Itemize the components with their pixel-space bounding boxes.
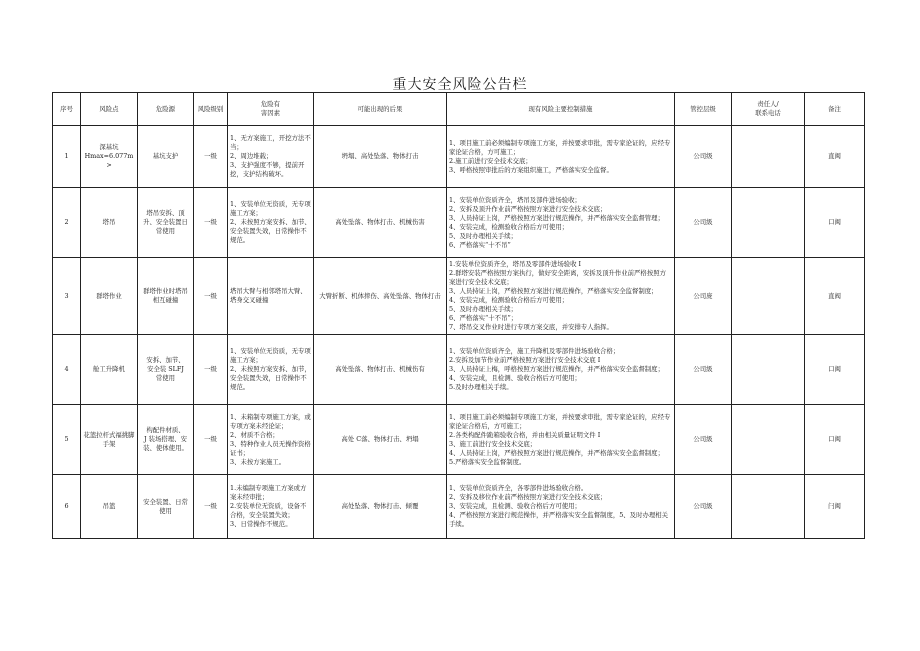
cell-factors xyxy=(228,405,314,475)
factors-line: 2、材质不合格； xyxy=(230,430,279,439)
measures-line: 1、项目施工前必须编制专项施工方案，并按要求审批，需专家论证的，应经专家论证合格，方可施工； xyxy=(449,138,671,156)
risk-point-line: Hmax=6.077m> xyxy=(84,152,134,169)
cell-factors xyxy=(228,475,314,539)
risk-point-line: 花篮拉杆式福挑脚手架 xyxy=(83,430,135,448)
cell-remark: 口闽 xyxy=(805,335,865,405)
cell-control-level: 公司級 xyxy=(675,188,732,258)
cell-consequence: 高处坠落、物体打击、倾覆 xyxy=(314,475,447,539)
cell-level: 一级 xyxy=(194,126,228,188)
cell-level: 一级 xyxy=(194,405,228,475)
cell-no: 4 xyxy=(53,335,81,405)
cell-responsible xyxy=(732,335,805,405)
factors-line: 3、日常操作不规范。 xyxy=(230,520,292,528)
cell-remark: 口闽 xyxy=(805,188,865,258)
measures-line: 3、施工前进行安全技术交底； xyxy=(449,439,537,448)
page-title: 重大安全风险公告栏 xyxy=(392,77,528,93)
measures-line: 4、人员持证上岗，严格按照方案进行规范操作，并严格落实安全监督制度； xyxy=(449,448,664,457)
measures-line: 5、及时办理相关手续； xyxy=(449,231,517,240)
header-responsible-line: 责任人/ xyxy=(757,100,779,108)
cell-measures xyxy=(447,258,675,335)
table-row xyxy=(53,126,865,188)
table-row xyxy=(53,258,865,335)
hazard-line: 群塔作业时塔吊相互碰撞 xyxy=(143,287,188,304)
cell-responsible xyxy=(732,258,805,335)
factors-line: 2、周边堆载； xyxy=(230,152,273,160)
cell-no: 5 xyxy=(53,405,81,475)
header-factors-line: 害因素 xyxy=(260,109,281,117)
cell-measures xyxy=(447,475,675,539)
cell-consequence: 高处坠落、物体打击、机械伤害 xyxy=(314,188,447,258)
risk-point-line: 深基坑 xyxy=(99,143,119,151)
measures-line: 2.施工前进行安全技术交底； xyxy=(449,156,532,165)
measures-line: 3、人员持证上岗，严格按照方案进行规范操作，严格落实安全监督制度； xyxy=(449,287,658,295)
cell-responsible xyxy=(732,126,805,188)
factors-line: 3、支护强度不够，提前开挖，支护结构破坏。 xyxy=(230,161,305,178)
hazard-line: J 装场搭理、安 xyxy=(144,435,187,443)
cell-remark: 闩闽 xyxy=(805,475,865,539)
header-level: 风险级别 xyxy=(194,93,228,126)
measures-line: 7、塔吊交叉作业时进行专项方案交底，并安排专人指挥。 xyxy=(449,323,613,331)
factors-line: 2.安装单位无资质，设备不合格，安全装置失效； xyxy=(230,502,307,519)
measures-line: 2.安拆及加节作业前严格按照方案进行安全技术交底 I xyxy=(449,356,601,364)
cell-control-level: 公司級 xyxy=(675,405,732,475)
measures-line: 1、项目施工前必须编制专项施工方案，并按要求审批，需专家论证的，应经专家论证合格后，方可施工； xyxy=(449,412,671,430)
cell-responsible xyxy=(732,405,805,475)
risk-point-line: 塔吊 xyxy=(102,218,116,226)
table-row xyxy=(53,188,865,258)
hazard-line: 安拆、加节、 xyxy=(146,356,185,364)
measures-line: 2.各类构配件跪箱验收合格，并由相关质量证明文件 I xyxy=(449,430,601,439)
measures-line: 3、人员持证上岗，严格按照方案进行规范操作，并严格落实安全监督管理； xyxy=(449,213,664,222)
measures-line: 1、安装单位资质齐全，塔吊及部件进场验收； xyxy=(449,195,581,204)
cell-measures xyxy=(447,335,675,405)
cell-risk-point xyxy=(81,126,138,188)
measures-line: 1.安装单位资质齐全，塔吊及零部件进场验收 I xyxy=(449,260,582,268)
cell-responsible xyxy=(732,475,805,539)
cell-no: 3 xyxy=(53,258,81,335)
hazard-line: 塔吊安拆、顶升、安全装置日常使用 xyxy=(143,209,188,235)
measures-line: 1、安装单位资质齐全，各零部件进场验收合格。 xyxy=(449,484,588,492)
header-factors xyxy=(228,93,314,126)
cell-control-level: 公司級 xyxy=(675,335,732,405)
cell-risk-point xyxy=(81,335,138,405)
factors-line: 1、安装单位无资质，无专项施工方案； xyxy=(230,200,311,217)
cell-hazard xyxy=(138,188,194,258)
measures-line: 6、严格落实“十不吊”； xyxy=(449,314,518,322)
header-responsible-line: 联系电话 xyxy=(755,109,781,117)
cell-consequence: 坍塌、高处坠落、物体打击 xyxy=(314,126,447,188)
factors-line: 2、未按照方案安拆、加节、安全装置失效，日常操作不规范。 xyxy=(230,218,311,244)
header-control-level: 管控层级 xyxy=(675,93,732,126)
measures-line: 4、严格按照方案进行规范操作，并严格落实安全监督制度，5、及时办理相关手续。 xyxy=(449,511,669,528)
factors-line: 1、未箱制专项施工方案，或专项方案未经论证； xyxy=(230,412,311,430)
cell-hazard xyxy=(138,405,194,475)
cell-measures xyxy=(447,405,675,475)
measures-line: 5、及时办理相关手续； xyxy=(449,305,517,313)
measures-line: 4、安装完成，检测验收合格后方可使用； xyxy=(449,296,569,304)
measures-line: 6、严格落实“十不吊” xyxy=(449,240,511,249)
measures-line: 3、安装完成，且检测、验收合格后方可使用； xyxy=(449,502,581,510)
cell-factors xyxy=(228,258,314,335)
cell-remark: 口闽 xyxy=(805,405,865,475)
measures-line: 3、人员持证上梅，呼格按照方案进行规范操作，并严格落实安全监督制度； xyxy=(449,365,664,373)
risk-table xyxy=(52,92,865,539)
factors-line: 3、特种作业人员无操作资格证书； xyxy=(230,439,311,457)
measures-line: 2、安拆及移位作业前严格按照方案进行安全技术交底； xyxy=(449,493,607,501)
cell-measures xyxy=(447,126,675,188)
cell-level: 一级 xyxy=(194,475,228,539)
cell-control-level: 公司庞 xyxy=(675,258,732,335)
cell-level: 一级 xyxy=(194,258,228,335)
header-measures: 现有风险主要控制措施 xyxy=(447,93,675,126)
risk-point-line: 群塔作业 xyxy=(96,291,122,300)
measures-line: 3、呼格按照审批后的方案组织施工，严格落实安全监督。 xyxy=(449,165,613,174)
factors-line: 塔吊大臂与相邻塔吊大臂、塔身交叉碰撞 xyxy=(230,287,307,304)
hazard-line: 安全装置、日常使用 xyxy=(143,497,188,515)
cell-control-level: 公司级 xyxy=(675,126,732,188)
cell-factors xyxy=(228,126,314,188)
measures-line: 5.及时办理相关手续。 xyxy=(449,383,513,391)
cell-remark: 直闽 xyxy=(805,126,865,188)
cell-hazard xyxy=(138,126,194,188)
factors-line: 2、未按照方案安拆、加节，安全装置失效，日常操作不规范。 xyxy=(230,365,311,391)
cell-responsible xyxy=(732,188,805,258)
header-risk-point: 风险点 xyxy=(81,93,138,126)
header-hazard: 危险源 xyxy=(138,93,194,126)
risk-table-body xyxy=(53,126,865,539)
cell-hazard xyxy=(138,475,194,539)
cell-risk-point xyxy=(81,258,138,335)
cell-risk-point xyxy=(81,405,138,475)
cell-consequence: 大臂折断、机体摔伤、高处坠落、物体打击 xyxy=(314,258,447,335)
factors-line: 1.未编制专项施工方案或方案未经审批； xyxy=(230,484,307,501)
factors-line: 1、安装单位无资质，无专项施工方案； xyxy=(230,347,311,364)
measures-line: 5.严格落实安全监督制度。 xyxy=(449,457,526,466)
header-row xyxy=(53,93,865,126)
factors-line: 1、无方案施工，开挖方法不当； xyxy=(230,134,311,151)
cell-risk-point xyxy=(81,188,138,258)
risk-point-line: 吊篮 xyxy=(102,502,116,510)
cell-level: 一级 xyxy=(194,335,228,405)
header-no: 序号 xyxy=(53,93,81,126)
measures-line: 2.群塔安装严格按照方案执行，做好安全距离，安拆及顶升作业前严格按照方案进行安全技术交底； xyxy=(449,269,666,286)
cell-no: 2 xyxy=(53,188,81,258)
hazard-line: 基坑支护 xyxy=(152,152,179,160)
cell-control-level: 公司級 xyxy=(675,475,732,539)
cell-no: 1 xyxy=(53,126,81,188)
hazard-line: 装、使体使用。 xyxy=(143,444,188,452)
measures-line: 1、安装单位资质齐全，施工升降机及零部件进场验收合格； xyxy=(449,347,620,355)
header-consequence: 可能出现的后果 xyxy=(314,93,447,126)
table-row xyxy=(53,405,865,475)
header-factors-line: 危险有 xyxy=(260,100,281,108)
measures-line: 2、安拆及顶升作业前严格按照方案进行安全技术交底； xyxy=(449,204,607,213)
cell-level: 一级 xyxy=(194,188,228,258)
risk-point-line: 舱工升降机 xyxy=(93,365,125,373)
cell-hazard xyxy=(138,258,194,335)
table-row xyxy=(53,475,865,539)
cell-remark: 直阀 xyxy=(805,258,865,335)
hazard-line: 构配件材质、 xyxy=(146,426,185,434)
header-responsible xyxy=(732,93,805,126)
table-row xyxy=(53,335,865,405)
cell-measures xyxy=(447,188,675,258)
hazard-line: 常使用 xyxy=(155,374,176,382)
cell-consequence: 高处坠落、物体打击、机械伤有 xyxy=(314,335,447,405)
measures-line: 4、安装完成，检测验收合格后方可使用； xyxy=(449,222,569,231)
cell-consequence: 高处 C落、物体打击、坍塌 xyxy=(314,405,447,475)
hazard-line: 安全装 SLFJ xyxy=(147,365,184,373)
factors-line: 3、未按方案施工。 xyxy=(230,457,286,466)
cell-factors xyxy=(228,335,314,405)
cell-hazard xyxy=(138,335,194,405)
cell-no: 6 xyxy=(53,475,81,539)
cell-risk-point xyxy=(81,475,138,539)
measures-line: 4、安装完成，且检测、验收合格后方可使用； xyxy=(449,374,581,382)
header-remark: 备注 xyxy=(805,93,865,126)
cell-factors xyxy=(228,188,314,258)
